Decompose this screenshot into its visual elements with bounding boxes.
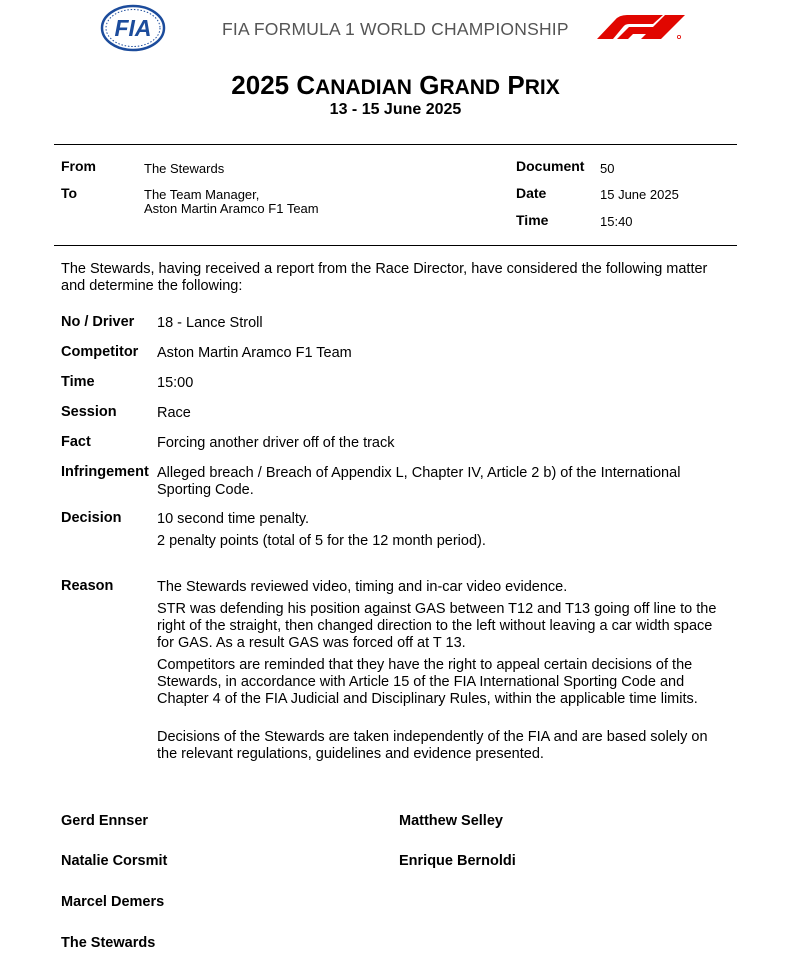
stewards-footer: The Stewards xyxy=(61,935,156,951)
signatory-3: Natalie Corsmit xyxy=(61,853,168,869)
fact-value: Forcing another driver off of the track xyxy=(157,435,395,451)
reason-paragraph-4: Decisions of the Stewards are taken independently of the FIA and are based solely on the relevant regulations, guidelines and evidence presented. xyxy=(157,729,708,762)
driver-value: 18 - Lance Stroll xyxy=(157,315,263,331)
to-value-line2: Aston Martin Aramco F1 Team xyxy=(144,201,319,216)
reason-label: Reason xyxy=(61,578,114,594)
session-value: Race xyxy=(157,405,191,421)
document-label: Document xyxy=(516,158,585,174)
event-title xyxy=(0,70,791,101)
time-label: Time xyxy=(516,212,549,228)
championship-title: FIA FORMULA 1 WORLD CHAMPIONSHIP xyxy=(222,19,569,39)
time-value: 15:40 xyxy=(600,214,633,229)
date-value: 15 June 2025 xyxy=(600,187,679,202)
date-label: Date xyxy=(516,185,547,201)
competitor-label: Competitor xyxy=(61,344,139,360)
event-title-w1-initial: C xyxy=(296,70,316,100)
decision-line2: 2 penalty points (total of 5 for the 12 month period). xyxy=(157,533,486,549)
divider-top xyxy=(54,144,737,145)
driver-label: No / Driver xyxy=(61,314,135,330)
event-dates: 13 - 15 June 2025 xyxy=(329,101,462,118)
event-title-w3-initial: P xyxy=(507,70,525,100)
signatory-1: Gerd Ennser xyxy=(61,813,149,829)
competitor-value: Aston Martin Aramco F1 Team xyxy=(157,345,352,361)
fact-label: Fact xyxy=(61,434,91,450)
reason-paragraph-3: Competitors are reminded that they have the right to appeal certain decisions of the Stewards, in accordance with Article 15 of the FIA International Sporting Code and Chapter 4 of the FIA Judicial and Disciplinary Rules, within the applicable time limits. xyxy=(157,657,698,707)
event-title-w1-rest: ANADIAN xyxy=(315,76,412,99)
reason-paragraph-2: STR was defending his position against GAS between T12 and T13 going off line to the right of the straight, then changed direction to the left without leaving a car width space for GAS. As a result GAS was forced off at T 13. xyxy=(157,601,717,651)
infringement-label: Infringement xyxy=(61,464,149,480)
to-label: To xyxy=(61,185,78,201)
divider-bottom xyxy=(54,245,737,246)
intro-paragraph: The Stewards, having received a report from the Race Director, have considered the following matter and determine the following: xyxy=(61,261,708,294)
event-title-w2-rest: RAND xyxy=(439,76,501,99)
time-of-incident-value: 15:00 xyxy=(157,375,194,391)
document-value: 50 xyxy=(600,161,615,176)
to-value-line1: The Team Manager, xyxy=(144,187,260,202)
event-title-year: 2025 xyxy=(231,70,290,100)
signatory-4: Enrique Bernoldi xyxy=(399,853,516,869)
time-of-incident-label: Time xyxy=(61,374,95,390)
reason-paragraph-1: The Stewards reviewed video, timing and in-car video evidence. xyxy=(157,579,568,595)
signatory-2: Matthew Selley xyxy=(399,813,503,829)
from-label: From xyxy=(61,158,96,174)
fia-logo-text: FIA xyxy=(114,15,152,41)
decision-line1: 10 second time penalty. xyxy=(157,511,310,527)
decision-label: Decision xyxy=(61,510,122,526)
session-label: Session xyxy=(61,404,117,420)
event-title-w2-initial: G xyxy=(419,70,440,100)
f1-logo xyxy=(593,14,689,40)
event-title-w3-rest: RIX xyxy=(524,76,560,99)
infringement-value: Alleged breach / Breach of Appendix L, Chapter IV, Article 2 b) of the International Sporting Code. xyxy=(157,465,681,498)
from-value: The Stewards xyxy=(144,161,225,176)
signatory-5: Marcel Demers xyxy=(61,894,165,910)
fia-logo xyxy=(100,4,166,52)
